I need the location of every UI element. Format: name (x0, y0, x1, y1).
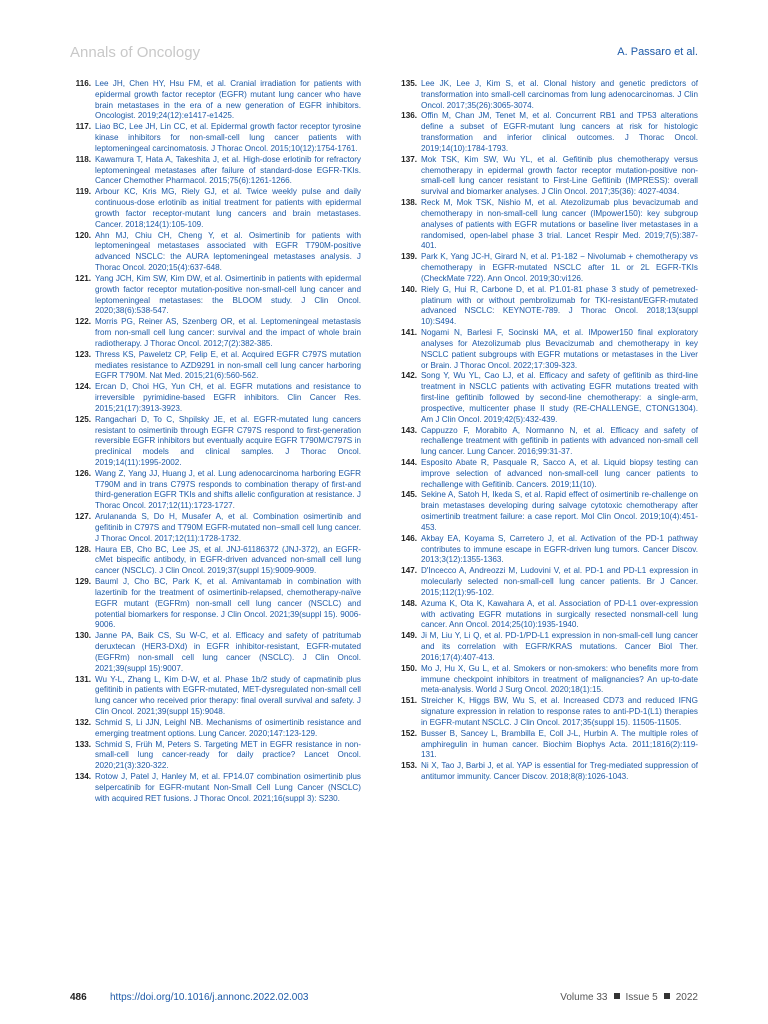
reference-item (69, 317, 361, 349)
reference-item (69, 122, 361, 154)
reference-number: 151. (401, 696, 417, 706)
reference-number: 123. (75, 349, 91, 359)
reference-text[interactable]: Wang Z, Yang JJ, Huang J, et al. Lung adenocarcinoma harboring EGFR T790M and in trans C797S responds to combination therapy of first-and third-generation EGFR TKIs and shifts allelic configuration at resistance. J Thorac Oncol. 2017;12(11):1723-1727. (95, 468, 361, 511)
reference-text[interactable]: Reck M, Mok TSK, Nishio M, et al. Atezolizumab plus bevacizumab and chemotherapy in non-small-cell lung cancer (IMpower150): key subgroup analyses of patients with EGFR mutations or baseline liver metastases in a randomised, open-label phase 3 trial. Lancet Respir Med. 2019;7(5):387-401. (421, 198, 698, 251)
reference-number: 119. (75, 187, 91, 197)
reference-number: 140. (401, 284, 417, 294)
reference-number: 145. (401, 490, 417, 500)
reference-number: 128. (75, 544, 91, 554)
reference-number: 121. (75, 273, 91, 283)
volume-info (560, 992, 698, 1003)
reference-text[interactable]: Wu Y-L, Zhang L, Kim D-W, et al. Phase 1b/2 study of capmatinib plus gefitinib in patients with EGFR-mutated, MET-dysregulated non-small cell lung cancer who received prior therapy: final overall survival and safety. J Clin Oncol. 2021;39(suppl 15):9048. (95, 674, 361, 717)
reference-number: 134. (75, 772, 91, 781)
reference-text[interactable]: Arulananda S, Do H, Musafer A, et al. Combination osimertinib and gefitinib in C797S and T790M EGFR-mutated non−small cell lung cancer. J Thorac Oncol. 2017;12(11):1728-1732. (95, 512, 361, 543)
reference-item (395, 534, 698, 566)
reference-text[interactable]: Cappuzzo F, Morabito A, Normanno N, et al. Efficacy and safety of rechallenge treatment with gefitinib in patients with advanced non-small cell lung cancer. Lung Cancer. 2016;99:31-37. (421, 425, 698, 457)
reference-text[interactable]: D'Incecco A, Andreozzi M, Ludovini V, et al. PD-1 and PD-L1 expression in molecularly selected non-small-cell lung cancer patients. Br J Cancer. 2015;112(1):95-102. (421, 566, 698, 597)
reference-item (395, 490, 698, 533)
volume: Volume 33 (560, 992, 608, 1003)
reference-text[interactable]: Nogami N, Barlesi F, Socinski MA, et al. IMpower150 final exploratory analyses for Atezolizumab plus Bevacizumab and chemotherapy in key NSCLC patient subgroups with EGFR mutations or metastases in the Liver or Brain. J Thorac Oncol. 2022;17:309-323. (421, 328, 698, 370)
reference-number: 127. (75, 512, 91, 522)
reference-number: 131. (75, 674, 91, 684)
page-footer (70, 992, 698, 1008)
reference-number: 149. (401, 631, 417, 641)
reference-number: 133. (75, 739, 91, 749)
reference-text[interactable]: Akbay EA, Koyama S, Carretero J, et al. Activation of the PD-1 pathway contributes to immune escape in EGFR-driven lung tumors. Cancer Discov. 2013;3(12):1355-1363. (421, 533, 698, 565)
reference-item (69, 740, 361, 772)
reference-number: 116. (75, 79, 91, 88)
reference-item (69, 79, 361, 122)
reference-number: 153. (401, 761, 417, 771)
reference-item (395, 729, 698, 761)
separator-square-icon (664, 993, 670, 999)
reference-text[interactable]: Kawamura T, Hata A, Takeshita J, et al. High-dose erlotinib for refractory leptomeningeal metastases after failure of standard-dose EGFR-TKIs. Cancer Chemother Pharmacol. 2015;75(6):1261-1266. (95, 154, 361, 186)
reference-text[interactable]: Song Y, Wu YL, Cao LJ, et al. Efficacy and safety of gefitinib as third-line treatment in NSCLC patients with activating EGFR mutations treated with first-line gefitinib followed by second-line chemotherapy: a single-arm, prospective, multicenter phase II study (RE-CHALLENGE, CTONG1304). Am J Clin Oncol. 2019;42(5):432-439. (421, 371, 698, 424)
reference-number: 135. (401, 79, 417, 88)
reference-item (69, 512, 361, 544)
reference-number: 148. (401, 598, 417, 608)
reference-number: 122. (75, 317, 91, 327)
reference-text[interactable]: Haura EB, Cho BC, Lee JS, et al. JNJ-61186372 (JNJ-372), an EGFR-cMet bispecific antibody, in EGFR-driven advanced non-small cell lung cancer (NSCLC). J Clin Oncol. 2019;37(suppl 15):9009-9009. (95, 544, 361, 576)
reference-item (69, 577, 361, 631)
reference-item (395, 458, 698, 490)
reference-item (69, 415, 361, 469)
reference-number: 139. (401, 252, 417, 262)
reference-text[interactable]: Offin M, Chan JM, Tenet M, et al. Concurrent RB1 and TP53 alterations define a subset of EGFR-mutant lung cancers at risk for histologic transformation and inferior clinical outcomes. J Thorac Oncol. 2019;14(10):1784-1793. (421, 111, 698, 153)
reference-number: 144. (401, 457, 417, 467)
reference-item (69, 772, 361, 804)
reference-text[interactable]: Streicher K, Higgs BW, Wu S, et al. Increased CD73 and reduced IFNG signature expression in relation to response rates to anti-PD-1(L1) therapies in EGFR-mutant NSCLC. J Clin Oncol. 2017;35(suppl 15). 11505-11505. (421, 696, 698, 727)
reference-number: 136. (401, 111, 417, 121)
reference-text[interactable]: Thress KS, Paweletz CP, Felip E, et al. Acquired EGFR C797S mutation mediates resistance to AZD9291 in non-small cell lung cancer harboring EGFR T790M. Nat Med. 2015;21(6):560-562. (95, 349, 361, 381)
doi-link[interactable]: https://doi.org/10.1016/j.annonc.2022.02.003 (110, 992, 309, 1003)
reference-number: 150. (401, 663, 417, 673)
reference-number: 143. (401, 425, 417, 435)
reference-number: 118. (75, 154, 91, 164)
reference-number: 142. (401, 371, 417, 381)
reference-number: 146. (401, 533, 417, 543)
reference-item (395, 566, 698, 598)
reference-item (69, 469, 361, 512)
reference-text[interactable]: Sekine A, Satoh H, Ikeda S, et al. Rapid effect of osimertinib re-challenge on brain metastases developing during salvage cytotoxic chemotherapy after osimertinib treatment failure: a case report. Mol Clin Oncol. 2019;10(4):451-453. (421, 490, 698, 532)
reference-text[interactable]: Schmid S, Li JJN, Leighl NB. Mechanisms of osimertinib resistance and emerging treatment options. Lung Cancer. 2020;147:123-129. (95, 717, 361, 738)
reference-text[interactable]: Lee JH, Chen HY, Hsu FM, et al. Cranial irradiation for patients with epidermal growth factor receptor (EGFR) mutant lung cancer who have brain metastases in the era of a new generation of EGFR inhibitors. Oncologist. 2019;24(12):e1417-e1425. (95, 79, 361, 121)
reference-item (395, 79, 698, 111)
reference-text[interactable]: Mo J, Hu X, Gu L, et al. Smokers or non-smokers: who benefits more from immune checkpoint inhibitors in treatment of malignancies? An up-to-date meta-analysis. World J Surg Oncol. 2020;18(1):15. (421, 663, 698, 695)
reference-number: 138. (401, 198, 417, 208)
reference-text[interactable]: Ahn MJ, Chiu CH, Cheng Y, et al. Osimertinib for patients with leptomeningeal metastases associated with EGFR T790M-positive advanced NSCLC: the AURA leptomeningeal metastases analysis. J Thorac Oncol. 2020;15(4):637-648. (95, 230, 361, 273)
reference-text[interactable]: Bauml J, Cho BC, Park K, et al. Amivantamab in combination with lazertinib for the treatment of osimertinib-relapsed, chemotherapy-naïve EGFR mutant (EGFRm) non-small cell lung cancer (NSCLC) and potential biomarkers for response. J Clin Oncol. 2021;39(suppl 15). 9006-9006. (95, 577, 361, 630)
journal-title: Annals of Oncology (70, 44, 201, 61)
separator-square-icon (614, 993, 620, 999)
reference-number: 152. (401, 728, 417, 738)
reference-item (69, 382, 361, 414)
reference-number: 124. (75, 382, 91, 392)
reference-text[interactable]: Arbour KC, Kris MG, Riely GJ, et al. Twice weekly pulse and daily continuous-dose erlotinib as initial treatment for patients with epidermal growth factor receptor-mutant lung cancers and brain metastases. Cancer. 2018;124(1):105-109. (95, 187, 361, 229)
reference-number: 132. (75, 717, 91, 727)
reference-text[interactable]: Rangachari D, To C, Shpilsky JE, et al. EGFR-mutated lung cancers resistant to osimertinib through EGFR C797S respond to first-generation reversible EGFR inhibitors but eventually acquire EGFR T790M/C797S in preclinical models and clinical samples. J Thorac Oncol. 2019;14(11):1995-2002. (95, 414, 361, 467)
reference-item (395, 371, 698, 425)
reference-item (395, 631, 698, 663)
running-authors: A. Passaro et al. (617, 46, 698, 58)
reference-number: 141. (401, 328, 417, 338)
issue: Issue 5 (625, 992, 658, 1003)
reference-text[interactable]: Morris PG, Reiner AS, Szenberg OR, et al. Leptomeningeal metastasis from non-small cell lung cancer: survival and the impact of whole brain radiotherapy. J Thorac Oncol. 2012;7(2):382-385. (95, 317, 361, 348)
reference-item (69, 155, 361, 187)
reference-item (395, 328, 698, 371)
reference-item (69, 350, 361, 382)
reference-item (395, 664, 698, 696)
reference-text[interactable]: Rotow J, Patel J, Hanley M, et al. FP14.07 combination osimertinib plus selpercatinib for EGFR-mutant Non-Small Cell Lung Cancer (NSCLC) with acquired RET fusions. J Thorac Oncol. 2021;16(suppl 3): S230. (95, 772, 361, 803)
reference-item (395, 696, 698, 728)
running-head (70, 44, 698, 64)
reference-number: 147. (401, 566, 417, 576)
reference-item (395, 252, 698, 284)
reference-text[interactable]: Lee JK, Lee J, Kim S, et al. Clonal history and genetic predictors of transformation into small-cell carcinomas from lung adenocarcinomas. J Clin Oncol. 2017;35(26):3065-3074. (421, 79, 698, 110)
reference-item (395, 761, 698, 783)
reference-item (69, 631, 361, 674)
reference-item (69, 718, 361, 740)
reference-item (395, 599, 698, 631)
reference-number: 137. (401, 154, 417, 164)
references-right-column (395, 79, 698, 783)
reference-text[interactable]: Riely G, Hui R, Carbone D, et al. P1.01-81 phase 3 study of pemetrexed-platinum with or without pembrolizumab for TKI-resistant/EGFR-mutated advanced NSCLC: KEYNOTE-789. J Thorac Oncol. 2018;13(suppl 10):S494. (421, 284, 698, 327)
reference-text[interactable]: Esposito Abate R, Pasquale R, Sacco A, et al. Liquid biopsy testing can improve selection of advanced non-small-cell lung cancer patients to rechallenge with Gefitinib. Cancers. 2019;11(10). (421, 457, 698, 489)
reference-item (69, 231, 361, 274)
reference-text[interactable]: Ercan D, Choi HG, Yun CH, et al. EGFR mutations and resistance to irreversible pyrimidine-based EGFR inhibitors. Clin Cancer Res. 2015;21(17):3913-3923. (95, 382, 361, 413)
reference-item (69, 274, 361, 317)
reference-number: 125. (75, 414, 91, 424)
reference-item (395, 285, 698, 328)
reference-text[interactable]: Liao BC, Lee JH, Lin CC, et al. Epidermal growth factor receptor tyrosine kinase inhibitors for non-small-cell lung cancer patients with leptomeningeal carcinomatosis. J Thorac Oncol. 2015;10(12):1754-1761. (95, 122, 361, 153)
reference-text[interactable]: Yang JCH, Kim SW, Kim DW, et al. Osimertinib in patients with epidermal growth factor receptor mutation-positive non-small-cell lung cancer and leptomeningeal metastases: the BLOOM study. J Clin Oncol. 2020;38(6):538-547. (95, 273, 361, 316)
reference-number: 129. (75, 577, 91, 587)
reference-item (69, 545, 361, 577)
reference-text[interactable]: Janne PA, Baik CS, Su W-C, et al. Efficacy and safety of patritumab deruxtecan (HER3-DXd) in EGFR inhibitor-resistant, EGFR-mutated (EGFRm) non-small cell lung cancer (NSCLC). J Clin Oncol. 2021;39(suppl 15):9007. (95, 631, 361, 673)
reference-item (69, 675, 361, 718)
reference-item (395, 198, 698, 252)
year: 2022 (675, 992, 698, 1003)
reference-text[interactable]: Azuma K, Ota K, Kawahara A, et al. Association of PD-L1 over-expression with activating EGFR mutations in surgically resected nonsmall-cell lung cancer. Ann Oncol. 2014;25(10):1935-1940. (421, 598, 698, 630)
page-number: 486 (70, 992, 87, 1003)
reference-text[interactable]: Park K, Yang JC-H, Girard N, et al. P1-182 − Nivolumab + chemotherapy vs chemotherapy in EGFR-mutated NSCLC after 1L or 2L EGFR-TKIs (CheckMate 722). Ann Oncol. 2019;30:vi126. (421, 252, 698, 283)
reference-number: 126. (75, 468, 91, 478)
reference-text[interactable]: Ji M, Liu Y, Li Q, et al. PD-1/PD-L1 expression in non-small-cell lung cancer and its correlation with EGFR/KRAS mutations. Cancer Biol Ther. 2016;17(4):407-413. (421, 631, 698, 662)
reference-number: 120. (75, 230, 91, 240)
reference-item (395, 111, 698, 154)
reference-number: 117. (75, 122, 91, 132)
reference-item (395, 426, 698, 458)
reference-item (69, 187, 361, 230)
reference-text[interactable]: Schmid S, Früh M, Peters S. Targeting MET in EGFR resistance in non-small-cell lung cancer-ready for daily practice? Lancet Oncol. 2020;21(3):320-322. (95, 739, 361, 771)
references-left-column (69, 79, 361, 804)
reference-text[interactable]: Ni X, Tao J, Barbi J, et al. YAP is essential for Treg-mediated suppression of antitumor immunity. Cancer Discov. 2018;8(8):1026-1043. (421, 761, 698, 781)
reference-text[interactable]: Busser B, Sancey L, Brambilla E, Coll J-L, Hurbin A. The multiple roles of amphiregulin in human cancer. Biochim Biophys Acta. 2011;1816(2):119-131. (421, 728, 698, 760)
reference-text[interactable]: Mok TSK, Kim SW, Wu YL, et al. Gefitinib plus chemotherapy versus chemotherapy in epidermal growth factor receptor mutation-positive non-small-cell lung cancer resistant to First-Line Gefitinib (IMPRESS): overall survival and biomarker analyses. J Clin Oncol. 2017;35(36): 4027-4034. (421, 154, 698, 197)
reference-item (395, 155, 698, 198)
reference-number: 130. (75, 631, 91, 641)
